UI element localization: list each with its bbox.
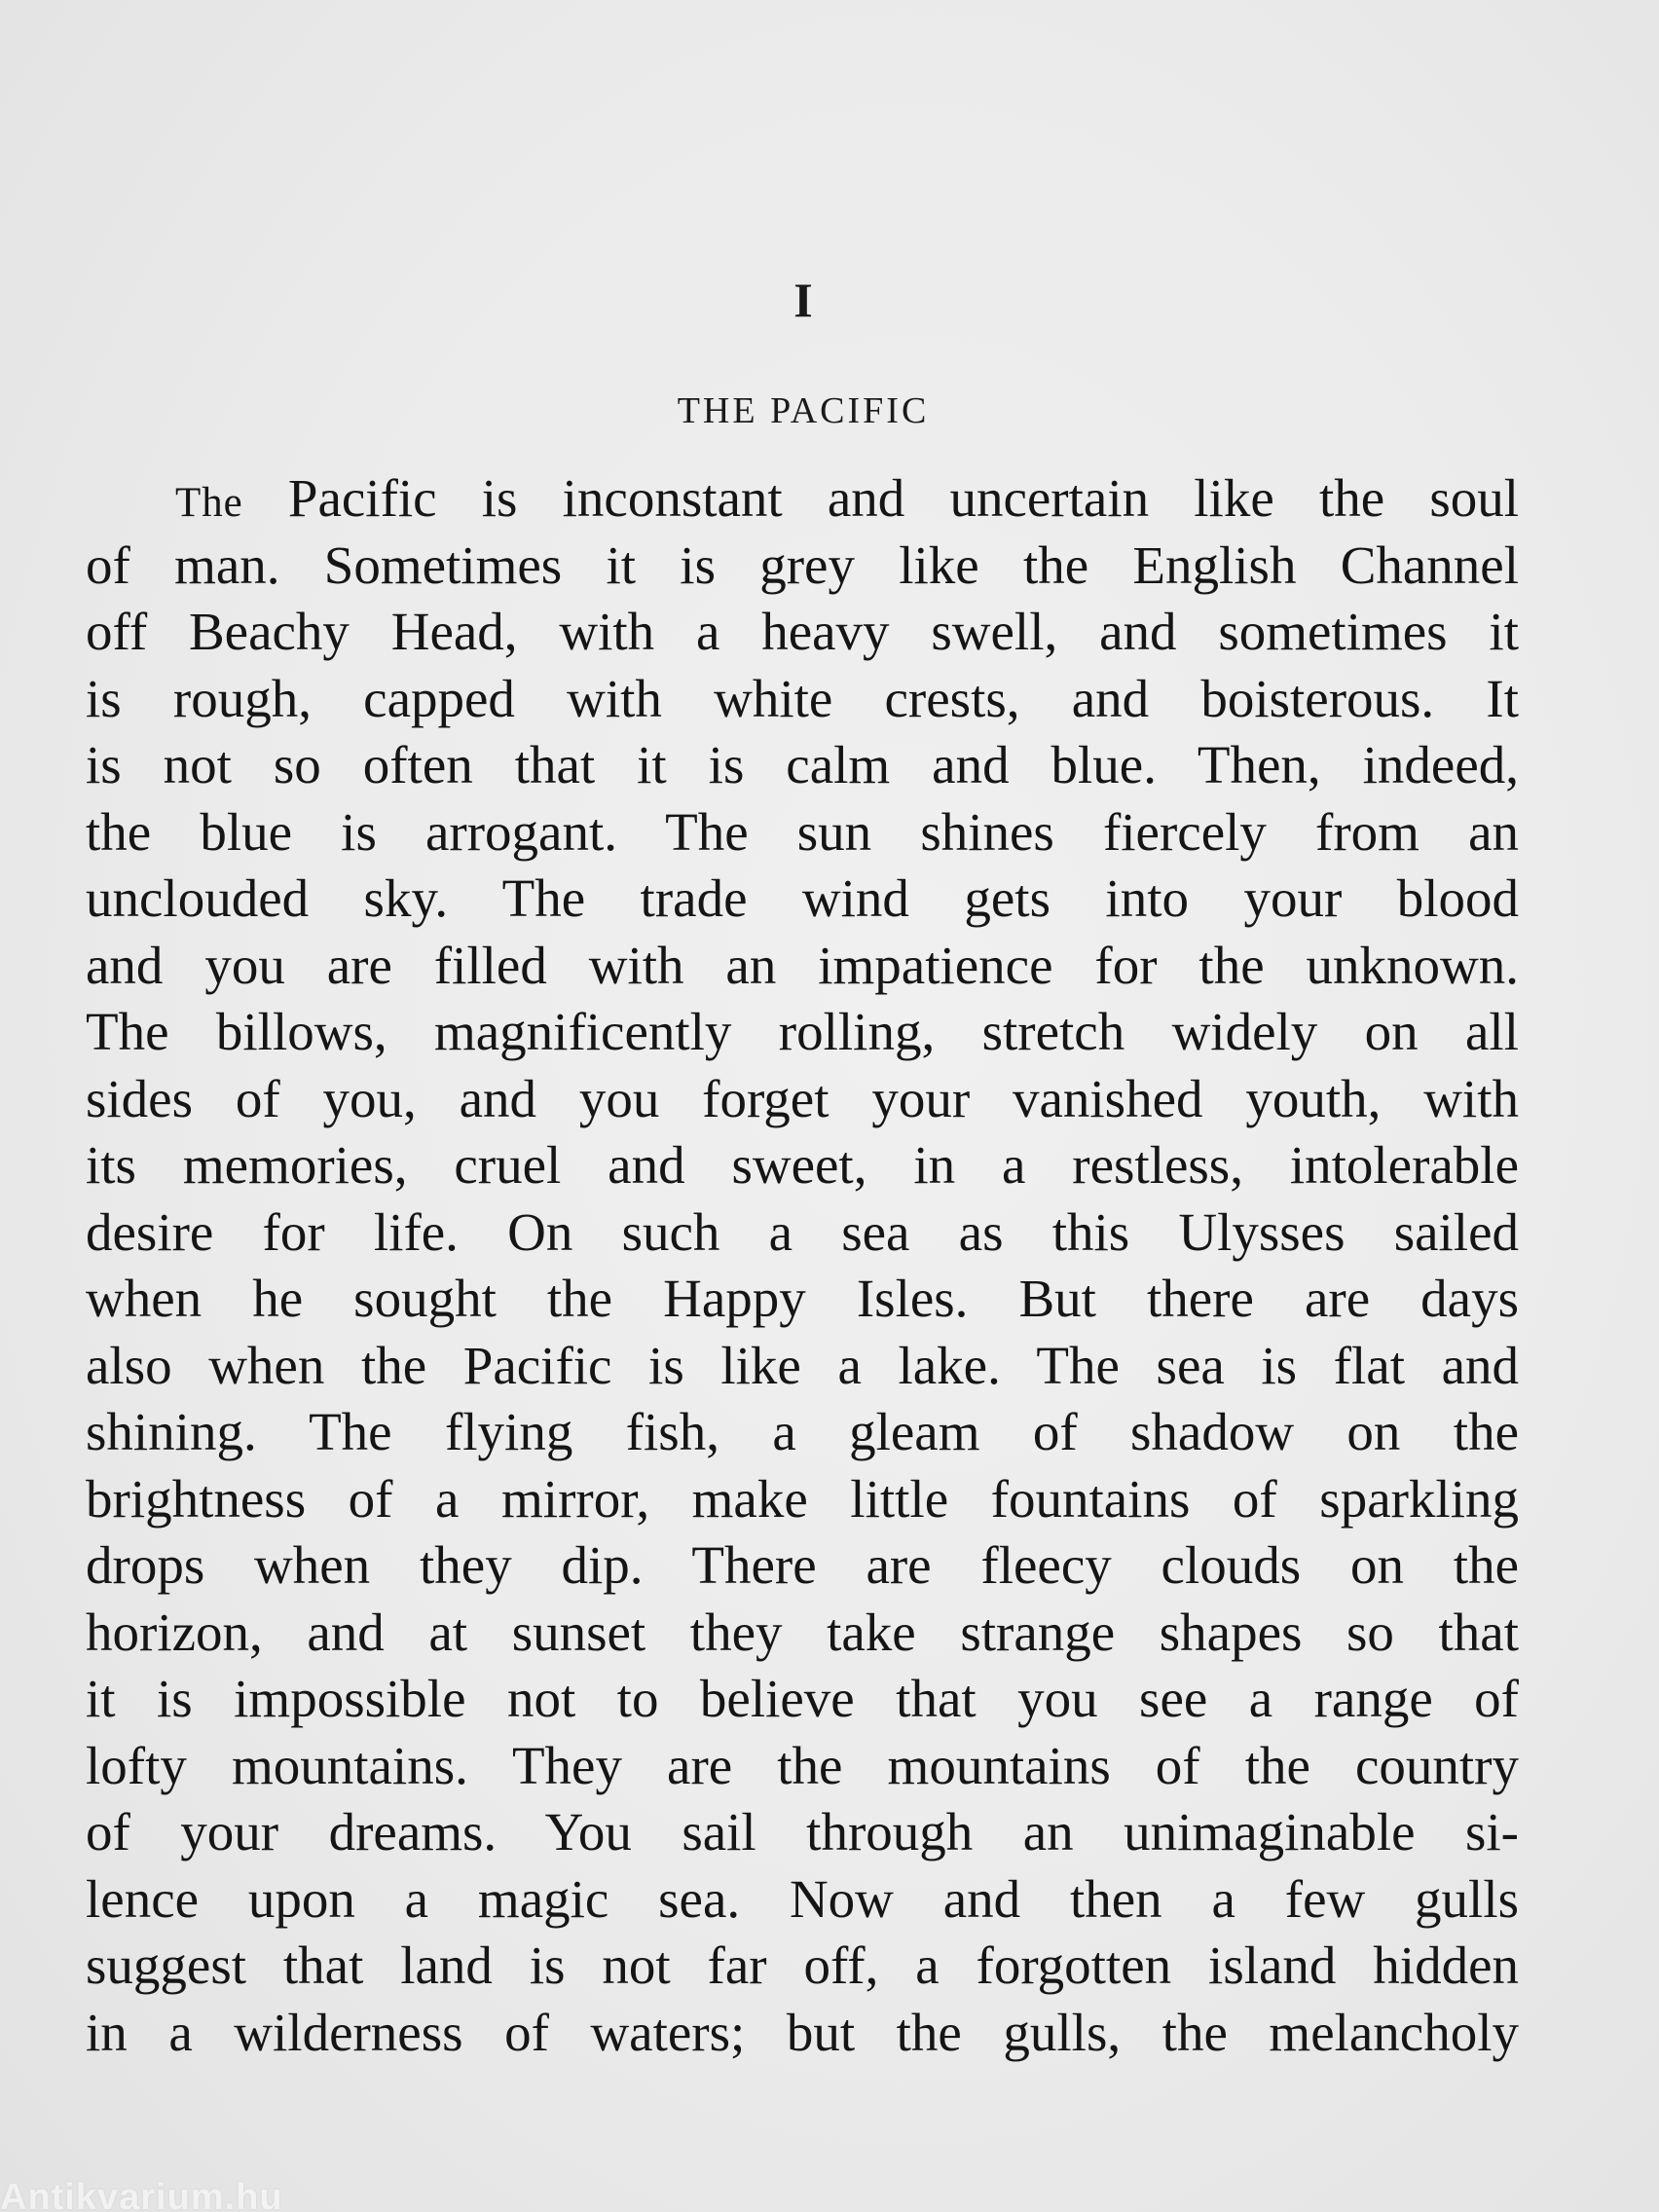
body-text (86, 465, 1519, 2066)
text-line: it is impossible not to believe that you see a range of (86, 1669, 1519, 1728)
text-line: brightness of a mirror, make little fountains of sparkling (86, 1468, 1519, 1529)
text-line (86, 465, 1519, 533)
text-line: of your dreams. You sail through an unimaginable si- (86, 1802, 1519, 1862)
text-line: of man. Sometimes it is grey like the English Channel (86, 535, 1519, 595)
text-line: horizon, and at sunset they take strange shapes so that (86, 1602, 1519, 1662)
text-line: shining. The flying fish, a gleam of shadow on the (86, 1402, 1519, 1461)
text-line: and you are filled with an impatience for the unknown. (86, 935, 1519, 995)
text-line: also when the Pacific is like a lake. The sea is flat and (86, 1335, 1519, 1395)
text-line: in a wilderness of waters; but the gulls, the melancholy (86, 2002, 1519, 2062)
text-line: lofty mountains. They are the mountains of the country (86, 1735, 1519, 1795)
text-line: its memories, cruel and sweet, in a restless, intolerable (86, 1135, 1519, 1195)
text-line: sides of you, and you forget your vanished youth, with (86, 1068, 1519, 1128)
show-through-text (78, 29, 1558, 253)
chapter-number: I (793, 273, 813, 327)
text-line: is not so often that it is calm and blue. Then, indeed, (86, 735, 1519, 794)
text-line: suggest that land is not far off, a forgotten island hidden (86, 1936, 1519, 1995)
first-line-text: Pacific is inconstant and uncertain like the soul (287, 468, 1520, 528)
text-line: unclouded sky. The trade wind gets into your blood (86, 868, 1519, 928)
small-caps-lead: The (175, 480, 243, 526)
watermark: Antikvarium.hu (0, 2177, 283, 2212)
text-line: off Beachy Head, with a heavy swell, and sometimes it (86, 602, 1519, 661)
text-line: The billows, magnificently rolling, stretch widely on all (86, 1002, 1519, 1061)
text-line: when he sought the Happy Isles. But there are days (86, 1269, 1519, 1328)
text-line: drops when they dip. There are fleecy clouds on the (86, 1535, 1519, 1595)
text-line: lence upon a magic sea. Now and then a few gulls (86, 1868, 1519, 1929)
text-line: desire for life. On such a sea as this Ulysses sailed (86, 1201, 1519, 1262)
text-line: is rough, capped with white crests, and boisterous. It (86, 668, 1519, 728)
text-line: the blue is arrogant. The sun shines fiercely from an (86, 801, 1519, 862)
chapter-title: THE PACIFIC (677, 390, 930, 431)
